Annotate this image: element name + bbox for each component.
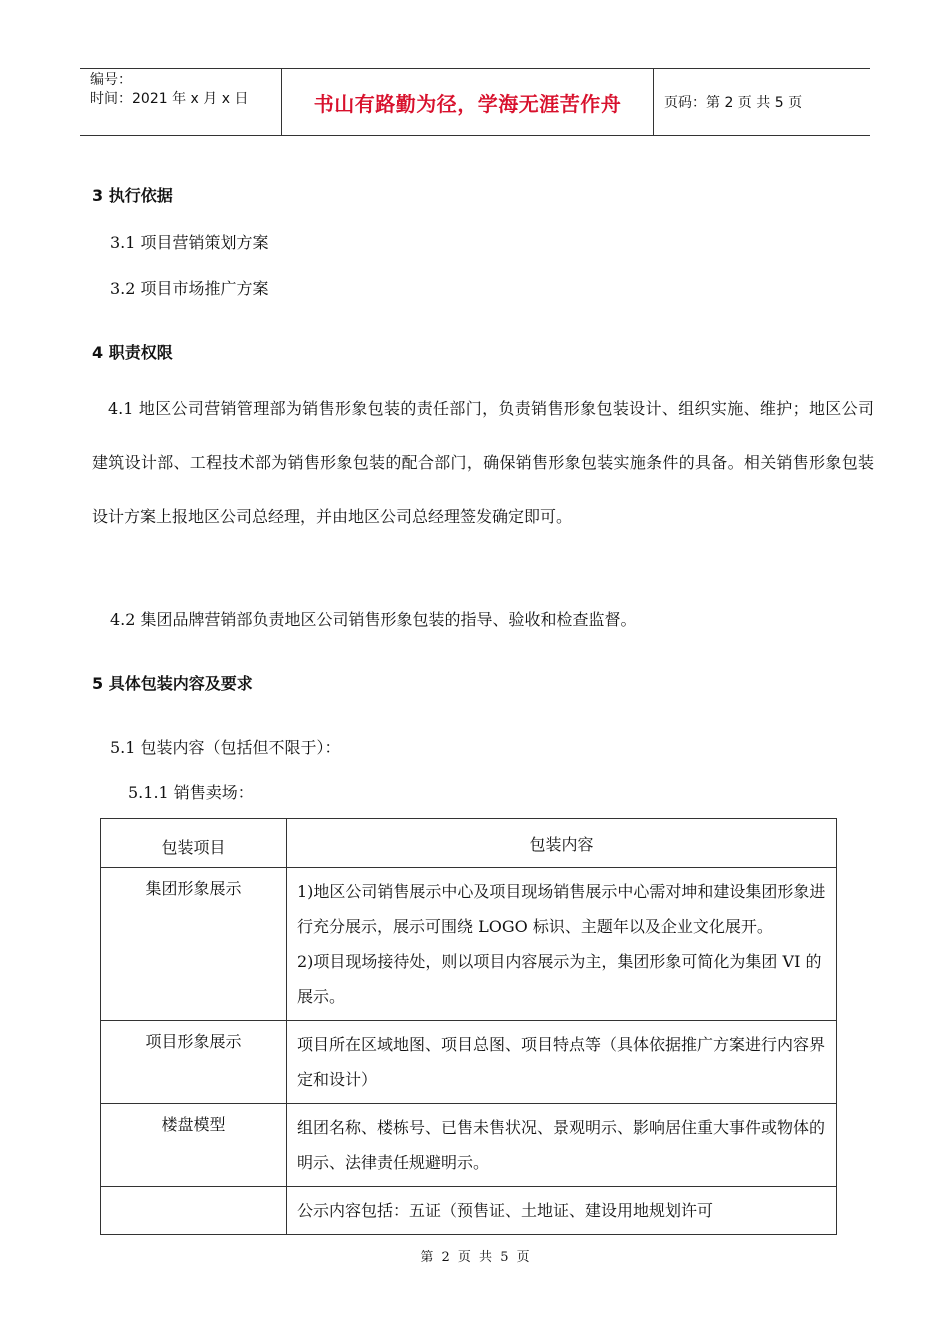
table-row [101, 1104, 837, 1187]
table-cell-line: 项目所在区域地图、项目总图、项目特点等（具体依据推广方案进行内容界定和设计） [297, 1035, 826, 1089]
header-meta [80, 69, 282, 135]
packaging-table [100, 818, 837, 1235]
table-row [101, 1021, 837, 1104]
table-cell-content [287, 1021, 837, 1104]
doc-number-label: 编号： [90, 72, 132, 88]
table-cell-line: 公示内容包括：五证（预售证、土地证、建设用地规划许可 [297, 1201, 714, 1220]
table-cell-content [287, 1104, 837, 1187]
table-cell-item: 集团形象展示 [101, 868, 287, 1021]
table-row [101, 868, 837, 1021]
table-header-row [101, 819, 837, 868]
table-cell-content [287, 1187, 837, 1235]
header-motto: 书山有路勤为径，学海无涯苦作舟 [313, 91, 622, 116]
section-5-1-label: 5.1 包装内容（包括但不限于）： [110, 738, 341, 757]
section-3-item-2: 3.2 项目市场推广方案 [110, 279, 269, 298]
table-cell-item: 项目形象展示 [101, 1021, 287, 1104]
section-4-paragraph-1: 4.1 地区公司营销管理部为销售形象包装的责任部门，负责销售形象包装设计、组织实施、维护；地区公司建筑设计部、工程技术部为销售形象包装的配合部门，确保销售形象包装实施条件的具备。相关销售形象包装设计方案上报地区公司总经理，并由地区公司总经理签发确定即可。 [92, 399, 874, 526]
table-cell-item: 楼盘模型 [101, 1104, 287, 1187]
table-header-content: 包装内容 [287, 819, 837, 868]
section-3-heading: 3 执行依据 [92, 186, 173, 205]
table-cell-item [101, 1187, 287, 1235]
table-cell-line: 组团名称、楼栋号、已售未售状况、景观明示、影响居住重大事件或物体的明示、法律责任规避明示。 [297, 1118, 826, 1172]
doc-time-label: 时间：2021 年 x 月 x 日 [90, 91, 249, 107]
section-4-paragraph-2: 4.2 集团品牌营销部负责地区公司销售形象包装的指导、验收和检查监督。 [110, 610, 637, 629]
table-header-item: 包装项目 [101, 819, 287, 868]
header-page-info: 页码：第 2 页 共 5 页 [664, 95, 803, 111]
section-4-heading: 4 职责权限 [92, 343, 173, 362]
table-cell-content [287, 868, 837, 1021]
table-cell-line: 2)项目现场接待处，则以项目内容展示为主，集团形象可简化为集团 VI 的展示。 [297, 952, 822, 1006]
section-5-1-1-label: 5.1.1 销售卖场： [128, 783, 254, 802]
table-row [101, 1187, 837, 1235]
section-5-heading: 5 具体包装内容及要求 [92, 674, 253, 693]
table-cell-line: 1)地区公司销售展示中心及项目现场销售展示中心需对坤和建设集团形象进行充分展示，展示可围绕 LOGO 标识、主题年以及企业文化展开。 [297, 882, 826, 936]
header-motto-cell [282, 69, 654, 135]
page-footer: 第 2 页 共 5 页 [420, 1250, 530, 1265]
page-header [80, 68, 870, 136]
section-3-item-1: 3.1 项目营销策划方案 [110, 233, 269, 252]
